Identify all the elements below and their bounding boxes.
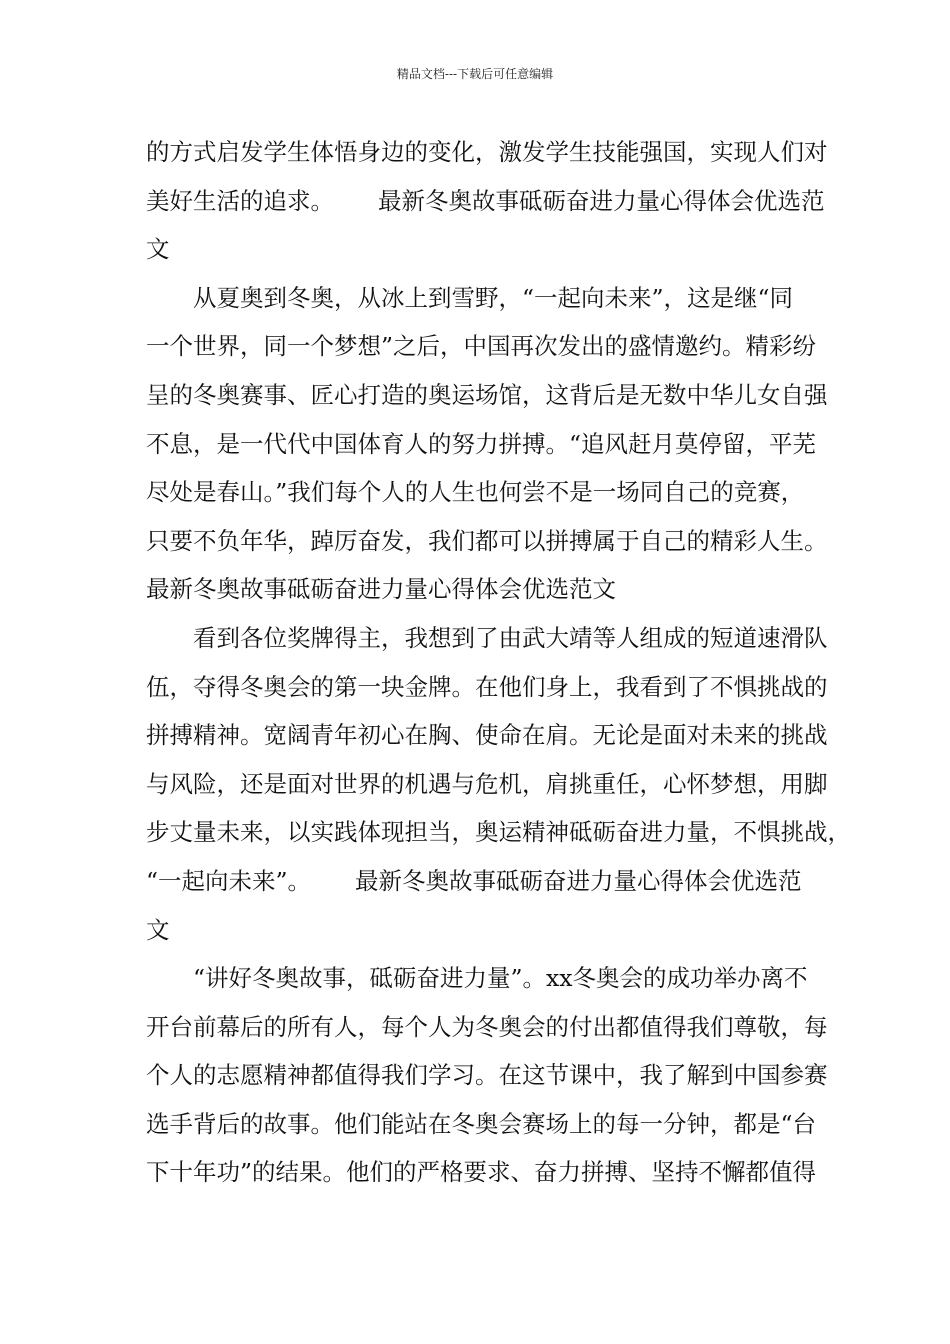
line-text: 只要不负年华，踔厉奋发，我们都可以拼搏属于自己的精彩人生。	[146, 526, 828, 555]
line-text: 一个世界，同一个梦想”之后，中国再次发出的盛情邀约。精彩纷	[146, 332, 817, 361]
line-text: “讲好冬奥故事，砥砺奋进力量”。xx冬奥会的成功举办离不	[193, 964, 808, 993]
line-text: 呈的冬奥赛事、匠心打造的奥运场馆，这背后是无数中华儿女自强	[146, 380, 828, 409]
line-text: 尽处是春山。”我们每个人的人生也何尝不是一场同自己的竞赛，	[146, 478, 805, 507]
section-title: 最新冬奥故事砥砺奋进力量心得体会优选范	[355, 866, 802, 895]
text-line	[146, 1100, 851, 1149]
text-line	[146, 857, 851, 906]
text-line	[146, 663, 851, 712]
line-text: 下十年功”的结果。他们的严格要求、奋力拼搏、坚持不懈都值得	[146, 1158, 817, 1187]
text-line	[146, 225, 851, 274]
section-title: 最新冬奥故事砥砺奋进力量心得体会优选范	[378, 186, 825, 215]
line-text: 个人的志愿精神都值得我们学习。在这节课中，我了解到中国参赛	[146, 1061, 828, 1090]
document-body	[146, 128, 851, 1197]
text-line	[146, 371, 851, 420]
text-line	[146, 614, 851, 663]
text-line	[146, 128, 851, 177]
text-line	[146, 517, 851, 566]
line-text: “一起向未来”。	[146, 866, 312, 895]
line-text: 从夏奥到冬奥，从冰上到雪野，“一起向未来”，这是继“同	[193, 283, 794, 312]
text-line	[146, 420, 851, 469]
text-line	[146, 954, 851, 1003]
line-text: 与风险，还是面对世界的机遇与危机，肩挑重任，心怀梦想，用脚	[146, 769, 828, 798]
line-text: 美好生活的追求。	[146, 186, 334, 215]
text-line	[146, 274, 851, 323]
text-line	[146, 906, 851, 955]
text-line	[146, 565, 851, 614]
text-line	[146, 808, 851, 857]
page-header: 精品文档---下载后可任意编辑	[396, 67, 554, 81]
text-line	[146, 1003, 851, 1052]
line-text: 开台前幕后的所有人，每个人为冬奥会的付出都值得我们尊敬，每	[146, 1012, 828, 1041]
line-text: 的方式启发学生体悟身边的变化，激发学生技能强国，实现人们对	[146, 138, 828, 166]
line-text: 步丈量未来，以实践体现担当，奥运精神砥砺奋进力量，不惧挑战，	[146, 818, 851, 847]
line-text: 不息，是一代代中国体育人的努力拼搏。“追风赶月莫停留，平芜	[146, 429, 817, 458]
section-title: 最新冬奥故事砥砺奋进力量心得体会优选范文	[146, 575, 616, 604]
line-text: 选手背后的故事。他们能站在冬奥会赛场上的每一分钟，都是“台	[146, 1109, 817, 1138]
text-line	[146, 1051, 851, 1100]
text-line	[146, 322, 851, 371]
line-text: 拼搏精神。宽阔青年初心在胸、使命在肩。无论是面对未来的挑战	[146, 721, 828, 750]
text-line	[146, 711, 851, 760]
text-line	[146, 177, 851, 226]
line-text: 伍，夺得冬奥会的第一块金牌。在他们身上，我看到了不惧挑战的	[146, 672, 828, 701]
text-line	[146, 760, 851, 809]
line-text: 文	[146, 235, 170, 264]
text-line	[146, 468, 851, 517]
line-text: 看到各位奖牌得主，我想到了由武大靖等人组成的短道速滑队	[193, 623, 828, 652]
text-line	[146, 1148, 851, 1197]
line-text: 文	[146, 915, 170, 944]
